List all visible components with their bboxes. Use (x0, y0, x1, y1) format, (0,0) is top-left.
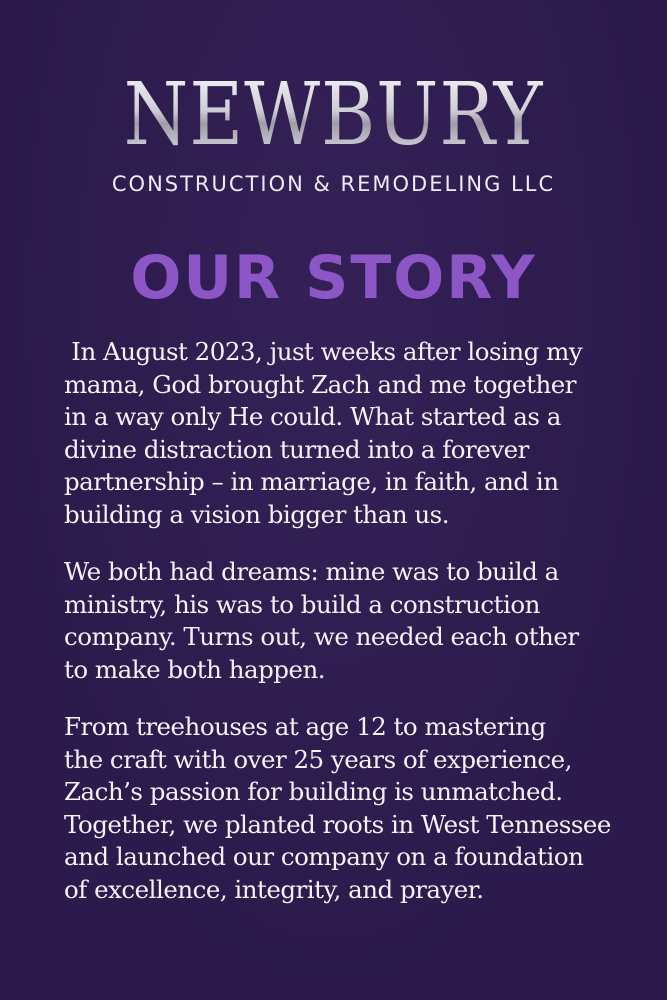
text-line: the craft with over 25 years of experience, (64, 744, 572, 774)
text-line: Together, we planted roots in West Tennessee (64, 809, 611, 839)
story-paragraph (64, 336, 644, 531)
brand-logo-wordmark: NEWBURY (47, 72, 621, 158)
story-text (64, 336, 644, 931)
text-line: We both had dreams: mine was to build a (64, 557, 559, 586)
page-heading: OUR STORY (130, 243, 537, 313)
text-line: divine distraction turned into a forever (64, 434, 529, 464)
story-paragraph (64, 711, 644, 906)
text-line: in a way only He could. What started as a (64, 402, 561, 431)
text-line: to make both happen. (64, 654, 326, 684)
story-paragraph (64, 556, 644, 686)
text-line: ministry, his was to build a construction (64, 589, 540, 619)
text-line: of excellence, integrity, and prayer. (64, 874, 484, 904)
text-line: company. Turns out, we needed each other (64, 622, 579, 651)
text-line: partnership – in marriage, in faith, and in (64, 467, 559, 496)
text-line: building a vision bigger than us. (64, 499, 450, 529)
text-line: In August 2023, just weeks after losing my (64, 337, 583, 366)
text-line: Zach’s passion for building is unmatched. (64, 777, 563, 806)
text-line: and launched our company on a foundation (64, 842, 584, 871)
text-line: mama, God brought Zach and me together (64, 369, 576, 399)
text-line: From treehouses at age 12 to mastering (64, 712, 546, 741)
brand-tagline: CONSTRUCTION & REMODELING LLC (111, 172, 556, 196)
